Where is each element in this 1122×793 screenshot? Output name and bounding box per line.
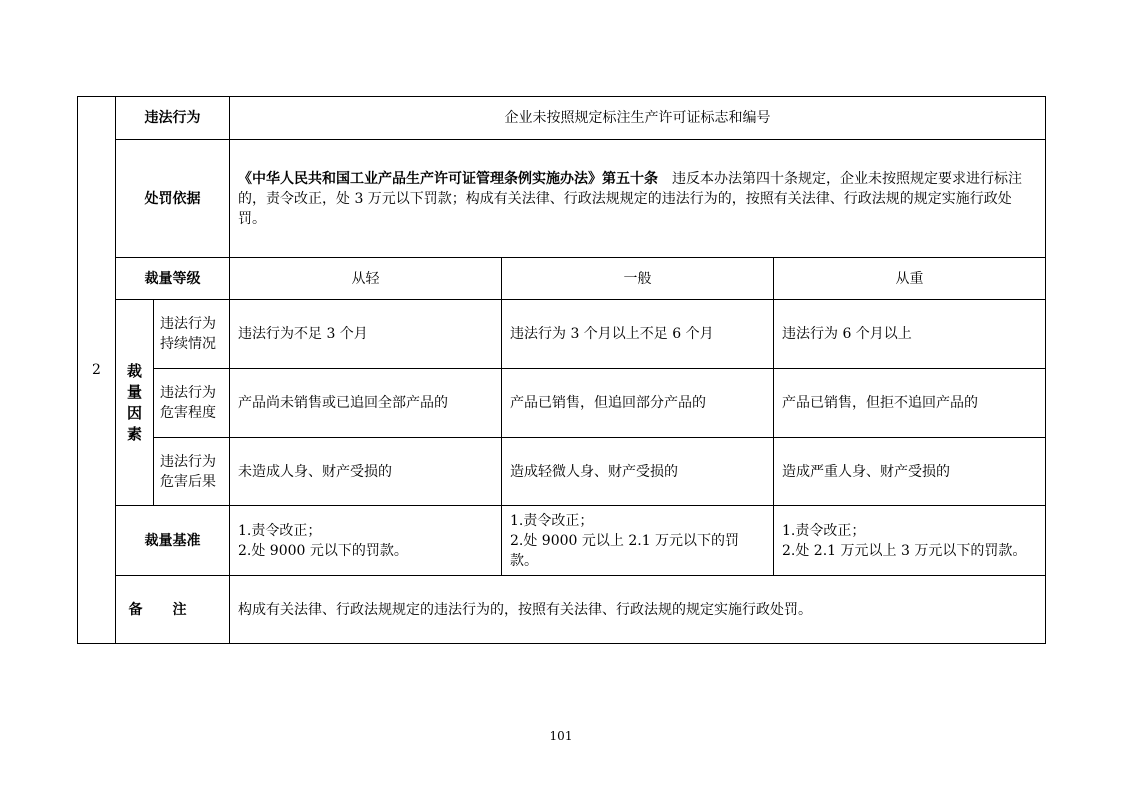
- standard-general: [502, 506, 774, 576]
- violation-text: 企业未按照规定标注生产许可证标志和编号: [230, 97, 1046, 140]
- discretion-standard-label: 裁量基准: [116, 506, 230, 576]
- standard-line: 1.责令改正；: [510, 512, 594, 529]
- factor-name-line: 危害程度: [160, 405, 216, 421]
- factor-value: 违法行为 3 个月以上不足 6 个月: [502, 300, 774, 369]
- factor-name-line: 违法行为: [160, 385, 216, 401]
- factor-name: [154, 300, 230, 369]
- level-general: 一般: [502, 258, 774, 300]
- factor-value: 产品已销售，但追回部分产品的: [502, 369, 774, 438]
- factor-value: 违法行为 6 个月以上: [774, 300, 1046, 369]
- penalty-basis-label: 处罚依据: [116, 140, 230, 258]
- factor-name-line: 持续情况: [160, 336, 216, 352]
- violation-row: [78, 97, 1046, 140]
- factor-row-duration: [78, 300, 1046, 369]
- remarks-row: [78, 576, 1046, 644]
- standard-line: 2.处 9000 元以下的罚款。: [238, 542, 408, 559]
- factor-value: 违法行为不足 3 个月: [230, 300, 502, 369]
- standard-line: 2.处 2.1 万元以上 3 万元以下的罚款。: [782, 542, 1027, 559]
- discretion-level-row: [78, 258, 1046, 300]
- level-severe: 从重: [774, 258, 1046, 300]
- factor-value: 产品已销售，但拒不追回产品的: [774, 369, 1046, 438]
- factor-row-harm-consequence: [78, 438, 1046, 506]
- discretion-standard-table: [77, 96, 1046, 644]
- penalty-basis-row: [78, 140, 1046, 258]
- factor-label-char: 因: [126, 403, 142, 422]
- level-lenient: 从轻: [230, 258, 502, 300]
- factor-label-char: 素: [126, 424, 142, 443]
- discretion-factors-label: [116, 300, 154, 506]
- factor-name-line: 违法行为: [160, 453, 216, 470]
- penalty-basis-title: 《中华人民共和国工业产品生产许可证管理条例实施办法》第五十条: [238, 170, 658, 187]
- factor-value: 产品尚未销售或已追回全部产品的: [230, 369, 502, 438]
- factor-name-line: 危害后果: [160, 473, 216, 490]
- standard-lenient: [230, 506, 502, 576]
- row-number: 2: [78, 97, 116, 644]
- standard-line: 1.责令改正；: [238, 522, 322, 539]
- discretion-standard-row: [78, 506, 1046, 576]
- violation-label: 违法行为: [116, 97, 230, 140]
- factor-row-harm-degree: [78, 369, 1046, 438]
- factor-value: 造成严重人身、财产受损的: [774, 438, 1046, 506]
- standard-severe: [774, 506, 1046, 576]
- factor-value: 未造成人身、财产受损的: [230, 438, 502, 506]
- factor-value: 造成轻微人身、财产受损的: [502, 438, 774, 506]
- factor-label-char: 裁: [126, 361, 142, 380]
- discretion-level-label: 裁量等级: [116, 258, 230, 300]
- page-number: 101: [549, 729, 573, 743]
- factor-name: [154, 369, 230, 438]
- penalty-basis-cell: [230, 140, 1046, 258]
- standard-line: 1.责令改正；: [782, 522, 866, 539]
- remarks-text: 构成有关法律、行政法规规定的违法行为的，按照有关法律、行政法规的规定实施行政处罚。: [230, 576, 1046, 644]
- factor-name: [154, 438, 230, 506]
- remarks-label: [116, 576, 230, 644]
- standard-line: 2.处 9000 元以上 2.1 万元以下的罚款。: [510, 532, 740, 569]
- remarks-label-text: 备注: [128, 601, 217, 618]
- penalty-basis-body: 违反本办法第四十条规定，企业未按照规定要求进行标注的，责令改正，处 3 万元以下罚款；构成有关法律、行政法规规定的违法行为的，按照有关法律、行政法规的规定实施行政处罚。: [238, 170, 1022, 227]
- factor-label-char: 量: [126, 382, 142, 401]
- factor-name-line: 违法行为: [160, 316, 216, 332]
